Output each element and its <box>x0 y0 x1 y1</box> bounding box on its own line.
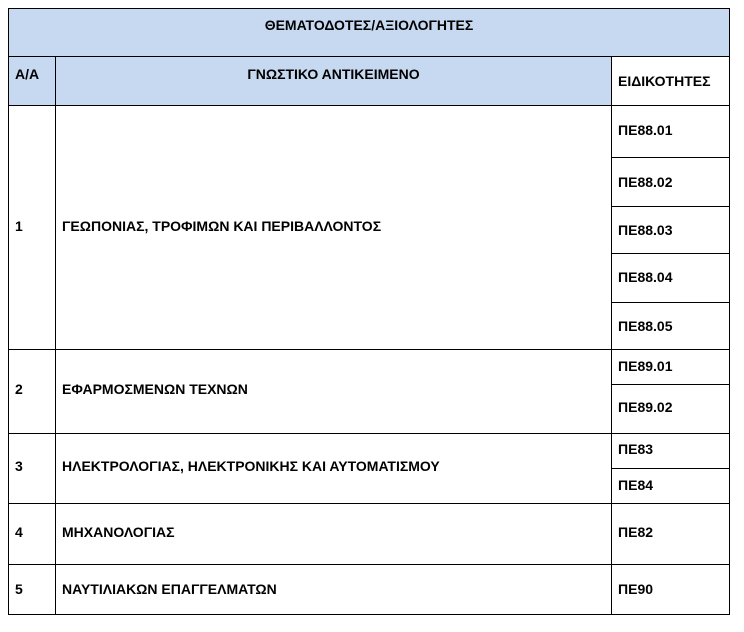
specialty-code: ΠΕ90 <box>618 581 654 597</box>
specialty-cell <box>612 385 730 434</box>
table-title-cell <box>9 9 730 57</box>
subject-label: ΜΗΧΑΝΟΛΟΓΙΑΣ <box>62 524 175 540</box>
table-row-3-aa <box>9 434 56 504</box>
specialty-code: ΠΕ89.01 <box>618 358 673 374</box>
specialty-code: ΠΕ88.04 <box>618 269 673 285</box>
row-number: 5 <box>15 581 23 597</box>
header-subject: ΓΝΩΣΤΙΚΟ ΑΝΤΙΚΕΙΜΕΝΟ <box>247 66 420 82</box>
table-row-4-subject <box>56 504 612 565</box>
table-row-3-subject <box>56 434 612 504</box>
table-row-5-subject <box>56 565 612 615</box>
specialty-cell <box>612 158 730 207</box>
specialty-cell <box>612 303 730 350</box>
header-subject-cell <box>56 57 612 106</box>
specialty-cell <box>612 106 730 158</box>
specialty-cell <box>612 254 730 303</box>
header-specialties-cell <box>612 57 730 106</box>
specialty-code: ΠΕ88.03 <box>618 222 673 238</box>
specialty-code: ΠΕ89.02 <box>618 399 673 415</box>
specialty-cell <box>612 565 730 615</box>
table-row-2-subject <box>56 350 612 434</box>
specialty-cell <box>612 469 730 504</box>
subject-label: ΓΕΩΠΟΝΙΑΣ, ΤΡΟΦΙΜΩΝ ΚΑΙ ΠΕΡΙΒΑΛΛΟΝΤΟΣ <box>62 218 382 234</box>
table-row-5-aa <box>9 565 56 615</box>
table-row-1-aa <box>9 106 56 350</box>
header-aa: Α/Α <box>15 66 40 82</box>
row-number: 3 <box>15 458 23 474</box>
specialty-cell <box>612 504 730 565</box>
subject-label: ΕΦΑΡΜΟΣΜΕΝΩΝ ΤΕΧΝΩΝ <box>62 381 248 397</box>
specialty-code: ΠΕ84 <box>618 477 654 493</box>
table-row-2-aa <box>9 350 56 434</box>
specialty-code: ΠΕ82 <box>618 524 654 540</box>
specialty-cell <box>612 434 730 469</box>
subject-label: ΝΑΥΤΙΛΙΑΚΩΝ ΕΠΑΓΓΕΛΜΑΤΩΝ <box>62 581 277 597</box>
header-specialties: ΕΙΔΙΚΟΤΗΤΕΣ <box>618 73 711 89</box>
row-number: 1 <box>15 218 23 234</box>
table-row-1-subject <box>56 106 612 350</box>
specialties-table <box>8 8 730 615</box>
table-row-4-aa <box>9 504 56 565</box>
row-number: 4 <box>15 524 23 540</box>
row-number: 2 <box>15 381 23 397</box>
specialty-code: ΠΕ88.02 <box>618 174 673 190</box>
specialty-cell <box>612 350 730 385</box>
specialty-cell <box>612 207 730 254</box>
specialty-code: ΠΕ83 <box>618 441 654 457</box>
subject-label: ΗΛΕΚΤΡΟΛΟΓΙΑΣ, ΗΛΕΚΤΡΟΝΙΚΗΣ ΚΑΙ ΑΥΤΟΜΑΤΙΣΜΟΥ <box>62 458 440 474</box>
header-aa-cell <box>9 57 56 106</box>
table-title: ΘΕΜΑΤΟΔΟΤΕΣ/ΑΞΙΟΛΟΓΗΤΕΣ <box>264 17 474 33</box>
specialty-code: ΠΕ88.05 <box>618 318 673 334</box>
specialty-code: ΠΕ88.01 <box>618 122 673 138</box>
